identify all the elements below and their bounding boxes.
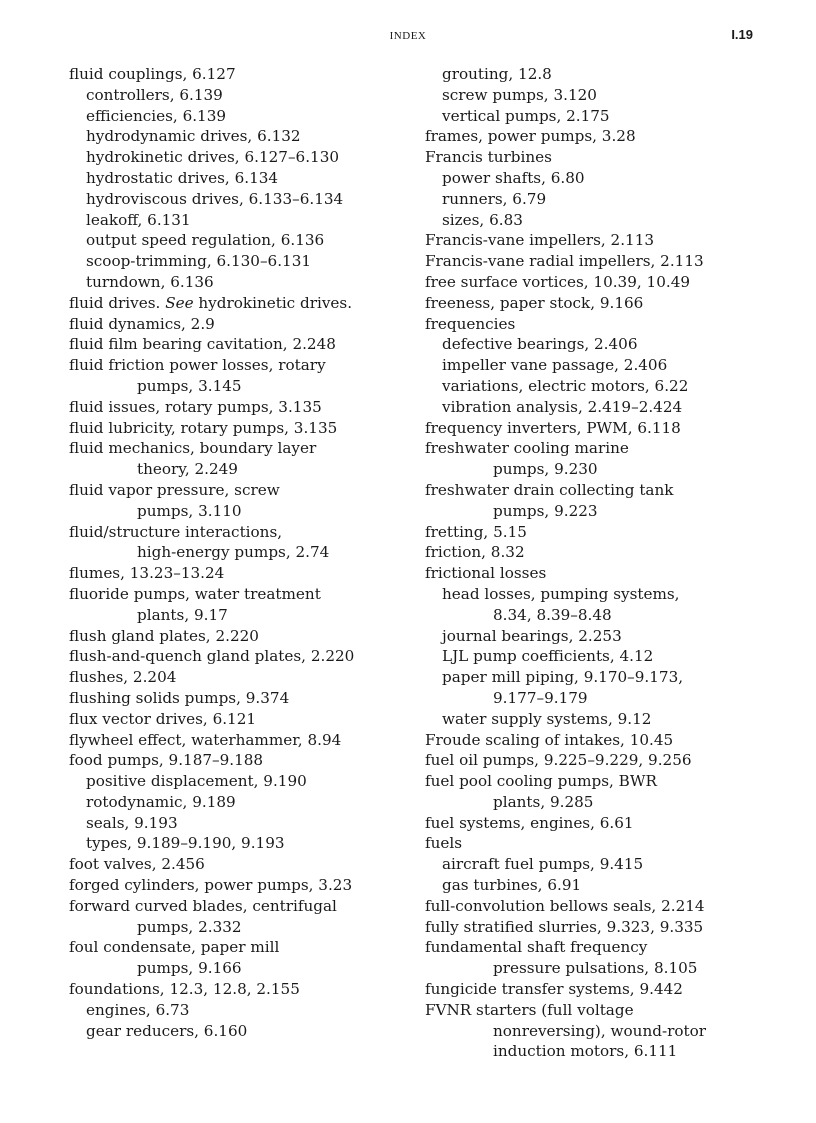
running-header-title: INDEX — [389, 30, 427, 42]
index-entry: Francis-vane impellers, 2.113 — [425, 231, 655, 250]
index-entry: fully stratified slurries, 9.323, 9.335 — [425, 917, 704, 936]
index-subentry: rotodynamic, 9.189 — [86, 792, 236, 811]
index-entry: frictional losses — [425, 564, 547, 583]
index-entry-continuation: 8.34, 8.39–8.48 — [493, 605, 612, 624]
index-subentry: aircraft fuel pumps, 9.415 — [442, 855, 644, 874]
index-entry: food pumps, 9.187–9.188 — [69, 751, 264, 770]
index-entry: fluoride pumps, water treatment — [69, 584, 321, 603]
index-subentry: controllers, 6.139 — [86, 85, 223, 104]
index-entry: fluid dynamics, 2.9 — [69, 314, 215, 333]
index-subentry: paper mill piping, 9.170–9.173, — [442, 668, 684, 687]
index-entry: fuel oil pumps, 9.225–9.229, 9.256 — [425, 751, 692, 770]
index-entry-continuation: pumps, 3.110 — [137, 501, 242, 520]
index-entry: fuel systems, engines, 6.61 — [425, 813, 634, 832]
index-subentry: runners, 6.79 — [442, 189, 547, 208]
index-entry: flush gland plates, 2.220 — [69, 626, 259, 645]
index-subentry: hydrodynamic drives, 6.132 — [86, 127, 301, 146]
index-entry-continuation: pumps, 9.166 — [137, 959, 242, 978]
index-entry: frequency inverters, PWM, 6.118 — [425, 418, 681, 437]
index-entry: freshwater drain collecting tank — [425, 480, 674, 499]
index-entry: frames, power pumps, 3.28 — [425, 127, 636, 146]
index-entry: fuel pool cooling pumps, BWR — [425, 772, 657, 791]
index-subentry: hydrostatic drives, 6.134 — [86, 168, 279, 187]
index-entry: flushing solids pumps, 9.374 — [69, 688, 290, 707]
index-entry: flywheel effect, waterhammer, 8.94 — [69, 730, 342, 749]
index-entry: FVNR starters (full voltage — [425, 1000, 634, 1019]
index-entry-continuation: plants, 9.17 — [137, 605, 228, 624]
index-entry: free surface vortices, 10.39, 10.49 — [425, 272, 691, 291]
index-entry: flushes, 2.204 — [69, 668, 177, 687]
index-subentry: positive displacement, 9.190 — [86, 772, 307, 791]
index-column-left — [69, 64, 409, 1041]
index-subentry: hydroviscous drives, 6.133–6.134 — [86, 189, 344, 208]
index-entry: fuels — [425, 834, 463, 853]
index-entry: foot valves, 2.456 — [69, 855, 205, 874]
index-entry-continuation: nonreversing), wound-rotor — [493, 1021, 706, 1040]
index-entry: fluid film bearing cavitation, 2.248 — [69, 335, 336, 354]
index-subentry: vibration analysis, 2.419–2.424 — [442, 397, 683, 416]
index-subentry: water supply systems, 9.12 — [442, 709, 652, 728]
index-entry-continuation: pumps, 2.332 — [137, 917, 242, 936]
index-entry-continuation: pumps, 3.145 — [137, 376, 242, 395]
index-subentry: sizes, 6.83 — [442, 210, 523, 229]
index-subentry: engines, 6.73 — [86, 1000, 190, 1019]
index-entry: fluid drives. See hydrokinetic drives. — [69, 293, 353, 312]
index-subentry: variations, electric motors, 6.22 — [442, 376, 689, 395]
index-entry: fretting, 5.15 — [425, 522, 527, 541]
index-entry: flumes, 13.23–13.24 — [69, 564, 225, 583]
index-entry-continuation: induction motors, 6.111 — [493, 1042, 678, 1061]
index-entry-continuation: plants, 9.285 — [493, 792, 594, 811]
index-entry: freshwater cooling marine — [425, 439, 629, 458]
index-entry: foundations, 12.3, 12.8, 2.155 — [69, 980, 300, 999]
index-subentry: LJL pump coefficients, 4.12 — [442, 647, 654, 666]
index-subentry: leakoff, 6.131 — [86, 210, 191, 229]
index-subentry: screw pumps, 3.120 — [442, 85, 597, 104]
index-subentry: journal bearings, 2.253 — [442, 626, 622, 645]
index-subentry: power shafts, 6.80 — [442, 168, 585, 187]
index-entry: friction, 8.32 — [425, 543, 525, 562]
index-subentry: seals, 9.193 — [86, 813, 178, 832]
index-entry: fluid lubricity, rotary pumps, 3.135 — [69, 418, 338, 437]
index-subentry: turndown, 6.136 — [86, 272, 214, 291]
index-entry: foul condensate, paper mill — [69, 938, 280, 957]
index-entry-continuation: pumps, 9.223 — [493, 501, 598, 520]
index-entry-continuation: pressure pulsations, 8.105 — [493, 959, 698, 978]
index-entry: freeness, paper stock, 9.166 — [425, 293, 644, 312]
index-entry: fluid/structure interactions, — [69, 522, 283, 541]
index-subentry: grouting, 12.8 — [442, 65, 552, 83]
index-entry: Froude scaling of intakes, 10.45 — [425, 730, 674, 749]
index-entry: frequencies — [425, 314, 516, 333]
index-entry: fluid mechanics, boundary layer — [69, 439, 317, 458]
index-subentry: hydrokinetic drives, 6.127–6.130 — [86, 148, 340, 167]
index-subentry: impeller vane passage, 2.406 — [442, 356, 668, 375]
index-subentry: scoop-trimming, 6.130–6.131 — [86, 252, 312, 271]
index-subentry: efficiencies, 6.139 — [86, 106, 227, 125]
index-subentry: defective bearings, 2.406 — [442, 335, 638, 354]
index-entry-continuation: 9.177–9.179 — [493, 688, 588, 707]
page-number: I.19 — [731, 27, 753, 42]
index-subentry: gear reducers, 6.160 — [86, 1021, 248, 1040]
index-entry: flux vector drives, 6.121 — [69, 709, 257, 728]
index-entry: fluid vapor pressure, screw — [69, 480, 280, 499]
index-entry: forward curved blades, centrifugal — [69, 896, 337, 915]
index-entry: forged cylinders, power pumps, 3.23 — [69, 876, 353, 895]
index-entry: flush-and-quench gland plates, 2.220 — [69, 647, 355, 666]
index-entry: Francis turbines — [425, 148, 552, 167]
index-subentry: types, 9.189–9.190, 9.193 — [86, 834, 285, 853]
index-subentry: vertical pumps, 2.175 — [442, 106, 610, 125]
index-entry-continuation: pumps, 9.230 — [493, 460, 598, 479]
index-entry: full-convolution bellows seals, 2.214 — [425, 896, 705, 915]
index-entry: fluid couplings, 6.127 — [69, 65, 236, 83]
index-entry: Francis-vane radial impellers, 2.113 — [425, 252, 704, 271]
index-entry-continuation: high-energy pumps, 2.74 — [137, 543, 330, 562]
index-subentry: output speed regulation, 6.136 — [86, 231, 325, 250]
index-entry: fluid friction power losses, rotary — [69, 356, 326, 375]
index-entry: fluid issues, rotary pumps, 3.135 — [69, 397, 322, 416]
index-subentry: head losses, pumping systems, — [442, 584, 680, 603]
index-entry: fundamental shaft frequency — [425, 938, 648, 957]
index-subentry: gas turbines, 6.91 — [442, 876, 582, 895]
index-entry-continuation: theory, 2.249 — [137, 460, 238, 479]
index-entry: fungicide transfer systems, 9.442 — [425, 980, 683, 999]
index-column-right — [425, 64, 765, 1062]
